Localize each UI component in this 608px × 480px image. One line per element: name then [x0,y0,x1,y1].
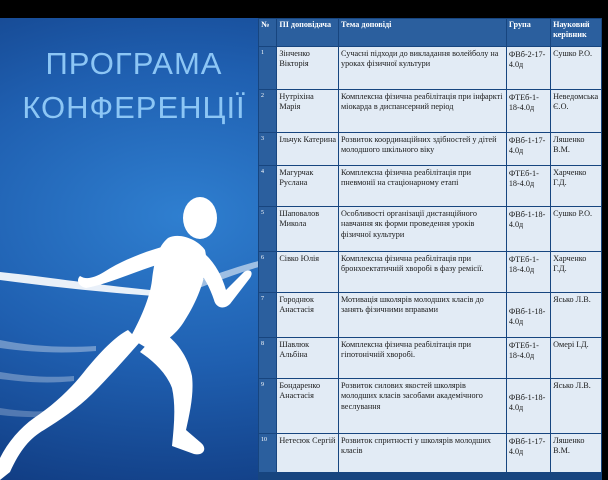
header-speaker: ПІ доповідача [277,19,338,46]
scientific-advisor: Омері І.Д. [551,338,601,378]
table-row [259,133,601,165]
scientific-advisor: Ясько Л.В. [551,379,601,433]
row-number: 8 [259,338,276,378]
report-topic: Розвиток силових якостей школярів молодших класів засобами академічного веслування [339,379,506,433]
student-group: ФВб-1-18-4.0д [507,293,550,337]
report-topic: Сучасні підходи до викладання волейболу на уроках фізичної культури [339,47,506,89]
speaker-name: Сівко Юлія [277,252,338,292]
row-number: 5 [259,207,276,251]
student-group: ФТЕб-1-18-4.0д [507,338,550,378]
row-number: 1 [259,47,276,89]
table-header-row [259,19,601,46]
report-topic: Мотивація школярів молодших класів до занять фізичними вправами [339,293,506,337]
row-number: 4 [259,166,276,206]
conference-program-table [258,18,602,480]
report-topic: Комплексна фізична реабілітація при інфаркті міокарда в диспансерний період [339,90,506,132]
speaker-name: Магурчак Руслана [277,166,338,206]
title-line-1: ПРОГРАМА [45,46,223,81]
table-row [259,434,601,472]
speaker-name: Ільчук Катерина [277,133,338,165]
scientific-advisor: Сушко Р.О. [551,47,601,89]
report-topic: Розвиток координаційних здібностей у дітей молодшого шкільного віку [339,133,506,165]
speaker-name: Бондаренко Анастасія [277,379,338,433]
title-line-2: КОНФЕРЕНЦІЇ [22,90,246,125]
window-right-edge [602,0,608,480]
student-group: ФТЕб-1-18-4.0д [507,252,550,292]
window-top-bar [0,0,608,18]
header-group: Група [507,19,550,46]
row-number: 2 [259,90,276,132]
table-row [259,252,601,292]
scientific-advisor: Неведомська Є.О. [551,90,601,132]
table-row [259,338,601,378]
student-group: ФВб-1-18-4.0д [507,207,550,251]
table-row [259,379,601,433]
student-group: ФВб-1-17-4.0д [507,434,550,472]
table-row [259,47,601,89]
report-topic: Особливості організації дистанційного навчання як форми проведення уроків фізичної культури [339,207,506,251]
row-number: 7 [259,293,276,337]
student-group: ФВб-1-17-4.0д [507,133,550,165]
report-topic: Розвиток спритності у школярів молодших класів [339,434,506,472]
header-advisor: Науковий керівник [551,19,601,46]
speaker-name: Шаповалов Микола [277,207,338,251]
speaker-name: Нетесюк Сергій [277,434,338,472]
report-topic: Комплексна фізична реабілітація при бронхоектатичній хворобі в фазу ремісії. [339,252,506,292]
table-row [259,166,601,206]
speaker-name: Городнюк Анастасія [277,293,338,337]
scientific-advisor: Ляшенко В.М. [551,434,601,472]
table-row [259,90,601,132]
row-number: 6 [259,252,276,292]
student-group: ФВб-1-18-4.0д [507,379,550,433]
row-number: 9 [259,379,276,433]
header-topic: Тема доповіді [339,19,506,46]
row-number: 10 [259,434,276,472]
student-group: ФТЕб-1-18-4.0д [507,166,550,206]
report-topic: Комплексна фізична реабілітація при пневмонії на стаціонарному етапі [339,166,506,206]
scientific-advisor: Харченко Г.Д. [551,252,601,292]
student-group: ФТЕб-1-18-4.0д [507,90,550,132]
runner-crossing-finish-line-icon [0,180,262,480]
row-number: 3 [259,133,276,165]
table-row [259,293,601,337]
speaker-name: Шавлюк Альбіна [277,338,338,378]
scientific-advisor: Ляшенко В.М. [551,133,601,165]
header-number: № [259,19,276,46]
scientific-advisor: Харченко Г.Д. [551,166,601,206]
report-topic: Комплексна фізична реабілітація при гіпотонічній хворобі. [339,338,506,378]
scientific-advisor: Сушко Р.О. [551,207,601,251]
slide-title [14,42,254,130]
table-row [259,207,601,251]
student-group: ФВб-2-17-4.0д [507,47,550,89]
speaker-name: Зінченко Вікторія [277,47,338,89]
scientific-advisor: Ясько Л.В. [551,293,601,337]
speaker-name: Нутріхіна Марія [277,90,338,132]
